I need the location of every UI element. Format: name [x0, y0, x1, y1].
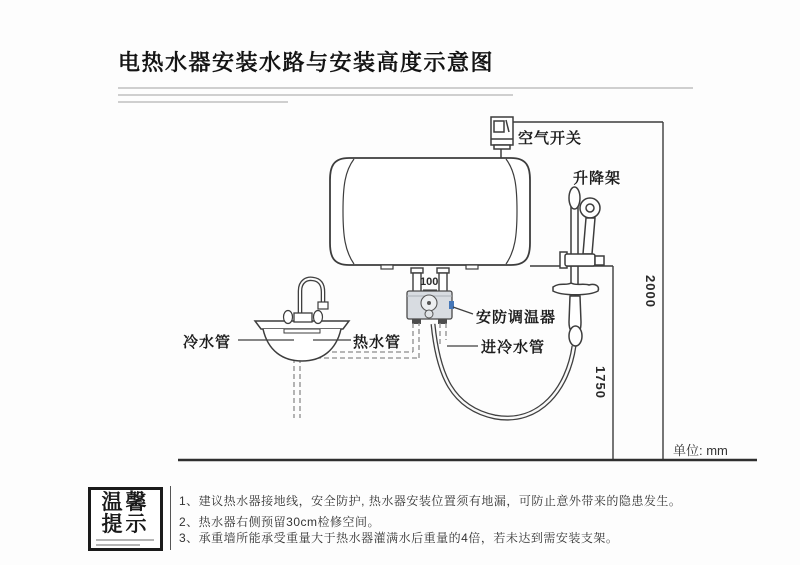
dim-height-2000: 2000: [643, 275, 658, 308]
label-cold-inlet: 进冷水管: [481, 339, 546, 356]
tips-divider: [170, 486, 171, 550]
sink: [255, 321, 349, 361]
thermostat-blue-tag: [449, 301, 454, 309]
tips-badge: [88, 487, 163, 551]
tips-badge-microtext: [96, 539, 154, 541]
tips-badge-microtext: [96, 544, 140, 546]
unit-label: 单位: mm: [673, 443, 728, 458]
water-heater-tank: [330, 158, 530, 269]
faucet: [284, 279, 329, 324]
dim-pipe-spacing: 100: [420, 276, 439, 288]
label-cold-pipe: 冷水管: [183, 334, 232, 351]
tips-badge-line1: 温馨: [101, 491, 150, 514]
tip-note-2: 2、热水器右侧预留30cm检修空间。: [179, 515, 381, 529]
dim-height-1750: 1750: [593, 366, 608, 399]
tip-note-1: 1、建议热水器接地线，安全防护, 热水器安装位置须有地漏，可防止意外带来的隐患发生。: [179, 494, 682, 508]
label-thermostat: 安防调温器: [476, 309, 557, 326]
label-hot-pipe: 热水管: [353, 334, 402, 351]
air-switch-icon: [491, 117, 513, 160]
label-lift-bracket: 升降架: [573, 170, 622, 187]
page-title: 电热水器安装水路与安装高度示意图: [118, 50, 495, 75]
tips-badge-line2: 提示: [101, 513, 150, 536]
tip-note-3: 3、承重墙所能承受重量大于热水器灌满水后重量的4倍，若未达到需安装支架。: [179, 531, 619, 545]
thermostat-valve: [407, 291, 454, 324]
label-air-switch: 空气开关: [518, 130, 583, 147]
